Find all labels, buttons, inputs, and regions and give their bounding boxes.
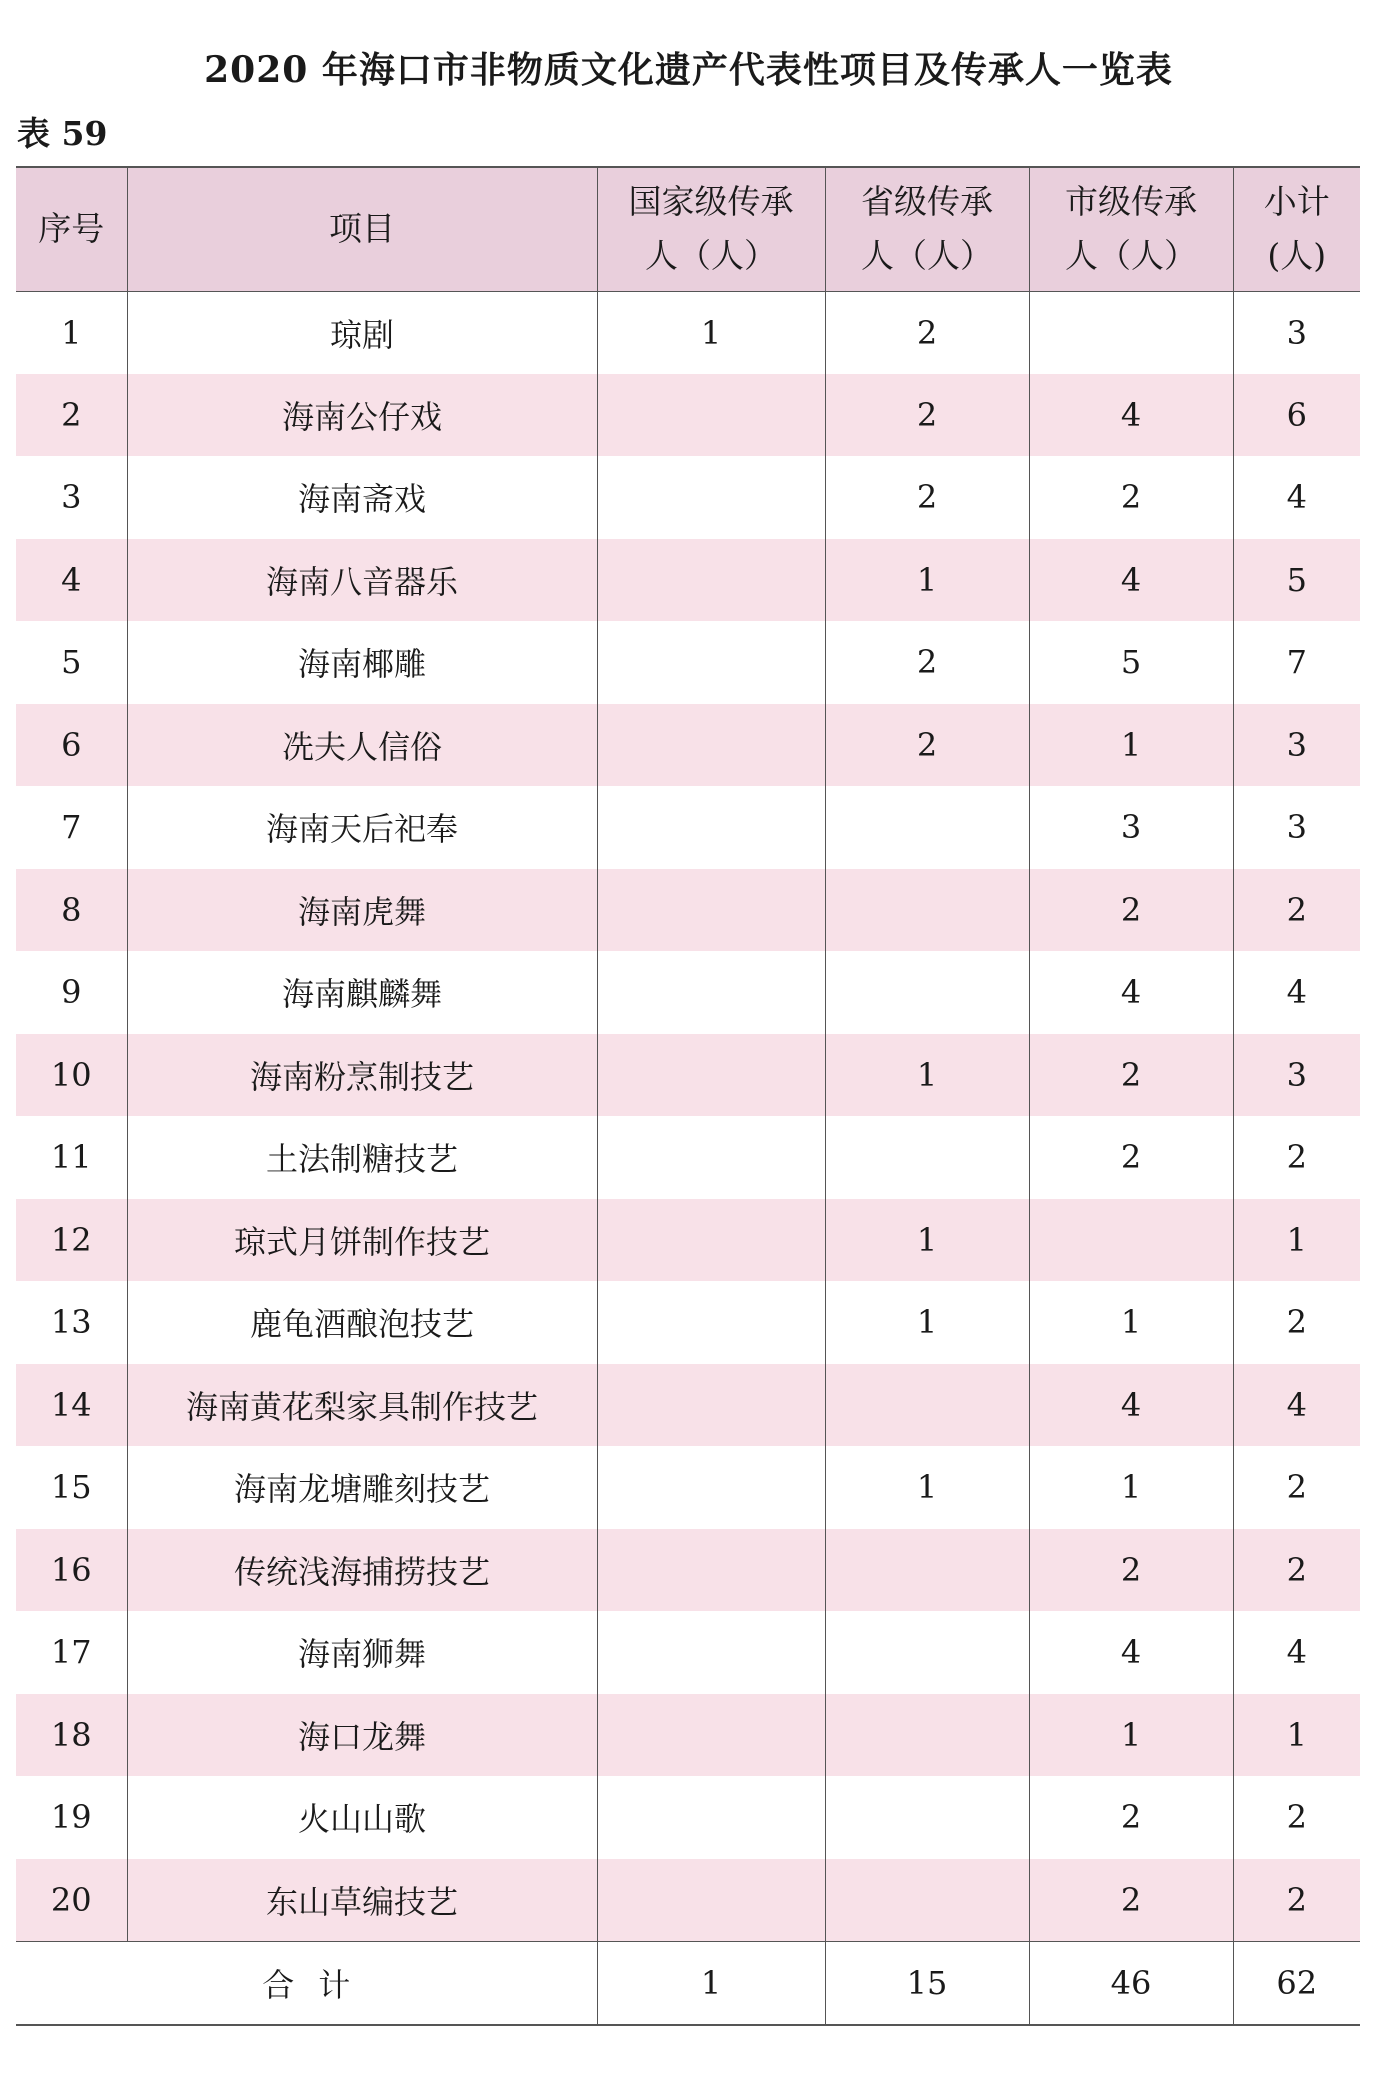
cell-item: 琼剧	[127, 291, 597, 374]
table-row	[16, 1034, 1360, 1117]
table-row	[16, 1859, 1360, 1942]
cell-city: 3	[1029, 786, 1233, 869]
header-provincial-line2: 人（人）	[861, 236, 993, 276]
cell-city: 1	[1029, 1446, 1233, 1529]
header-subtotal	[1233, 167, 1360, 291]
cell-subtotal: 4	[1233, 456, 1360, 539]
cell-item: 土法制糖技艺	[127, 1116, 597, 1199]
cell-no: 10	[50, 1055, 92, 1094]
total-row	[16, 1941, 1360, 2025]
cell-subtotal: 3	[1233, 704, 1360, 787]
cell-item: 火山山歌	[127, 1776, 597, 1859]
cell-no: 5	[61, 643, 82, 682]
cell-city: 1	[1029, 704, 1233, 787]
header-city-line2: 人（人）	[1065, 236, 1197, 276]
cell-no: 7	[61, 808, 82, 847]
header-national	[597, 167, 825, 291]
cell-national: 1	[597, 291, 825, 374]
cell-city: 2	[1029, 1859, 1233, 1942]
cell-no: 9	[61, 973, 82, 1012]
table-row	[16, 1281, 1360, 1364]
cell-city: 4	[1029, 1364, 1233, 1447]
cell-subtotal: 7	[1233, 621, 1360, 704]
cell-city: 2	[1029, 1034, 1233, 1117]
cell-city: 2	[1029, 1116, 1233, 1199]
cell-item: 海南斋戏	[127, 456, 597, 539]
table-row	[16, 704, 1360, 787]
table-row	[16, 456, 1360, 539]
cell-subtotal: 2	[1233, 869, 1360, 952]
table-body	[16, 291, 1360, 2025]
cell-provincial	[825, 1611, 1029, 1694]
cell-item: 海口龙舞	[127, 1694, 597, 1777]
header-city-line1: 市级传承	[1065, 182, 1197, 222]
table-row	[16, 291, 1360, 374]
total-provincial: 15	[825, 1941, 1029, 2025]
cell-city: 1	[1029, 1694, 1233, 1777]
table-row	[16, 621, 1360, 704]
cell-item: 琼式月饼制作技艺	[127, 1199, 597, 1282]
cell-no: 14	[50, 1385, 92, 1424]
cell-subtotal: 3	[1233, 1034, 1360, 1117]
header-no: 序号	[16, 167, 127, 291]
table-row	[16, 786, 1360, 869]
cell-no: 15	[50, 1468, 92, 1507]
cell-subtotal: 6	[1233, 374, 1360, 457]
header-subtotal-line2: (人)	[1267, 236, 1327, 276]
cell-national	[597, 1364, 825, 1447]
cell-item: 海南龙塘雕刻技艺	[127, 1446, 597, 1529]
table-row	[16, 1611, 1360, 1694]
header-city	[1029, 167, 1233, 291]
cell-item: 海南公仔戏	[127, 374, 597, 457]
cell-city: 4	[1029, 1611, 1233, 1694]
cell-no: 19	[50, 1798, 92, 1837]
cell-no: 4	[61, 560, 82, 599]
table-row	[16, 1199, 1360, 1282]
cell-subtotal: 3	[1233, 786, 1360, 869]
cell-provincial	[825, 1364, 1029, 1447]
cell-provincial	[825, 786, 1029, 869]
cell-city: 4	[1029, 374, 1233, 457]
cell-national	[597, 1281, 825, 1364]
cell-provincial: 2	[825, 704, 1029, 787]
cell-national	[597, 1859, 825, 1942]
cell-city: 4	[1029, 951, 1233, 1034]
cell-no: 8	[61, 890, 82, 929]
cell-city: 2	[1029, 869, 1233, 952]
table-row	[16, 1446, 1360, 1529]
cell-provincial	[825, 869, 1029, 952]
cell-subtotal: 4	[1233, 951, 1360, 1034]
cell-city: 2	[1029, 456, 1233, 539]
cell-item: 海南天后祀奉	[127, 786, 597, 869]
cell-item: 海南麒麟舞	[127, 951, 597, 1034]
header-provincial-line1: 省级传承	[861, 182, 993, 222]
table-row	[16, 1116, 1360, 1199]
cell-national	[597, 951, 825, 1034]
cell-no: 6	[61, 725, 82, 764]
cell-provincial	[825, 951, 1029, 1034]
header-item: 项目	[127, 167, 597, 291]
cell-subtotal: 2	[1233, 1116, 1360, 1199]
cell-city: 2	[1029, 1776, 1233, 1859]
total-label: 合计	[16, 1941, 597, 2025]
cell-provincial: 1	[825, 1281, 1029, 1364]
cell-no: 11	[50, 1138, 92, 1177]
cell-national	[597, 1611, 825, 1694]
cell-subtotal: 3	[1233, 291, 1360, 374]
table-row	[16, 539, 1360, 622]
cell-no: 17	[50, 1633, 92, 1672]
cell-city: 2	[1029, 1529, 1233, 1612]
cell-national	[597, 456, 825, 539]
cell-city	[1029, 291, 1233, 374]
cell-item: 海南虎舞	[127, 869, 597, 952]
cell-subtotal: 2	[1233, 1446, 1360, 1529]
cell-subtotal: 4	[1233, 1364, 1360, 1447]
cell-provincial: 2	[825, 374, 1029, 457]
cell-no: 12	[50, 1220, 92, 1259]
cell-city: 1	[1029, 1281, 1233, 1364]
cell-item: 海南黄花梨家具制作技艺	[127, 1364, 597, 1447]
cell-provincial	[825, 1776, 1029, 1859]
header-national-line2: 人（人）	[645, 236, 777, 276]
cell-item: 海南狮舞	[127, 1611, 597, 1694]
cell-national	[597, 1199, 825, 1282]
page-title: 2020 年海口市非物质文化遗产代表性项目及传承人一览表	[204, 49, 1173, 91]
cell-provincial: 1	[825, 1199, 1029, 1282]
cell-no: 2	[61, 395, 82, 434]
table-label: 表 59	[17, 114, 108, 153]
cell-no: 16	[50, 1550, 92, 1589]
cell-city	[1029, 1199, 1233, 1282]
cell-national	[597, 1694, 825, 1777]
cell-national	[597, 1116, 825, 1199]
cell-no: 13	[50, 1303, 92, 1342]
cell-item: 鹿龟酒酿泡技艺	[127, 1281, 597, 1364]
cell-no: 3	[61, 478, 82, 517]
table-header-row	[16, 167, 1360, 291]
cell-item: 传统浅海捕捞技艺	[127, 1529, 597, 1612]
cell-subtotal: 4	[1233, 1611, 1360, 1694]
cell-provincial: 2	[825, 456, 1029, 539]
table-row	[16, 1364, 1360, 1447]
cell-subtotal: 2	[1233, 1776, 1360, 1859]
cell-national	[597, 786, 825, 869]
cell-item: 海南八音器乐	[127, 539, 597, 622]
header-provincial	[825, 167, 1029, 291]
table-row	[16, 1694, 1360, 1777]
cell-city: 5	[1029, 621, 1233, 704]
cell-national	[597, 869, 825, 952]
table-row	[16, 374, 1360, 457]
cell-subtotal: 2	[1233, 1859, 1360, 1942]
cell-national	[597, 1776, 825, 1859]
cell-city: 4	[1029, 539, 1233, 622]
header-national-line1: 国家级传承	[628, 182, 794, 222]
cell-provincial: 1	[825, 539, 1029, 622]
header-subtotal-line1: 小计	[1263, 182, 1330, 222]
cell-national	[597, 374, 825, 457]
table-row	[16, 869, 1360, 952]
cell-provincial	[825, 1694, 1029, 1777]
heritage-table	[16, 166, 1360, 2026]
total-subtotal: 62	[1233, 1941, 1360, 2025]
cell-provincial: 1	[825, 1446, 1029, 1529]
cell-subtotal: 1	[1233, 1199, 1360, 1282]
cell-subtotal: 2	[1233, 1529, 1360, 1612]
table-row	[16, 1529, 1360, 1612]
cell-provincial: 1	[825, 1034, 1029, 1117]
cell-provincial: 2	[825, 621, 1029, 704]
cell-item: 冼夫人信俗	[127, 704, 597, 787]
cell-national	[597, 1034, 825, 1117]
cell-no: 18	[50, 1715, 92, 1754]
cell-item: 东山草编技艺	[127, 1859, 597, 1942]
cell-provincial	[825, 1529, 1029, 1612]
cell-provincial: 2	[825, 291, 1029, 374]
cell-item: 海南粉烹制技艺	[127, 1034, 597, 1117]
cell-provincial	[825, 1116, 1029, 1199]
cell-subtotal: 1	[1233, 1694, 1360, 1777]
cell-item: 海南椰雕	[127, 621, 597, 704]
cell-national	[597, 621, 825, 704]
total-national: 1	[597, 1941, 825, 2025]
cell-national	[597, 1529, 825, 1612]
cell-subtotal: 2	[1233, 1281, 1360, 1364]
cell-national	[597, 1446, 825, 1529]
total-city: 46	[1029, 1941, 1233, 2025]
cell-national	[597, 539, 825, 622]
cell-no: 1	[61, 313, 82, 352]
table-row	[16, 951, 1360, 1034]
cell-no: 20	[50, 1880, 92, 1919]
table-row	[16, 1776, 1360, 1859]
cell-provincial	[825, 1859, 1029, 1942]
cell-subtotal: 5	[1233, 539, 1360, 622]
cell-national	[597, 704, 825, 787]
